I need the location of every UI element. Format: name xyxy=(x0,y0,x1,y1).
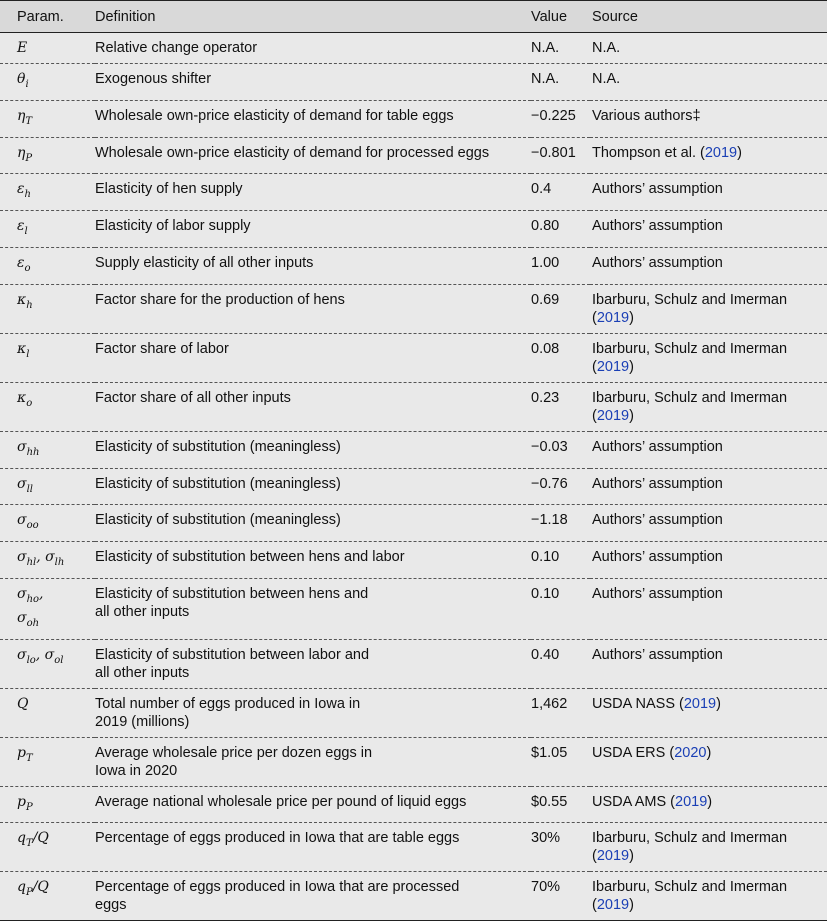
citation-link[interactable]: 2019 xyxy=(596,407,630,424)
cell-param xyxy=(0,382,95,431)
table-row xyxy=(0,786,827,823)
cell-value: −0.801 xyxy=(531,144,576,161)
cell-source xyxy=(590,284,827,333)
cell-source xyxy=(590,64,827,101)
cell-definition: Supply elasticity of all other inputs xyxy=(95,254,314,271)
cell-source xyxy=(590,737,827,786)
source-suffix: ) xyxy=(629,309,634,326)
param-symbol xyxy=(17,340,30,360)
cell-value: 0.10 xyxy=(531,549,560,566)
cell-definition: Average national wholesale price per pound of liquid eggs xyxy=(95,793,467,810)
symbol-subscript: l xyxy=(24,225,28,237)
symbol-base: E xyxy=(17,40,28,56)
source-text: Ibarburu, Schulz and Imerman ( xyxy=(592,879,788,914)
cell-definition: Elasticity of substitution between hens and all other inputs xyxy=(95,585,369,620)
header-definition: Definition xyxy=(95,8,156,25)
table-row xyxy=(0,639,827,688)
param-symbol xyxy=(17,71,29,90)
symbol-base: σ xyxy=(17,585,27,602)
cell-value: 70% xyxy=(531,879,561,896)
symbol-base: p xyxy=(17,793,26,810)
citation-link[interactable]: 2019 xyxy=(675,793,708,810)
symbol-base: p xyxy=(17,744,26,761)
citation-link[interactable]: 2019 xyxy=(683,695,717,712)
cell-value: $1.05 xyxy=(531,744,568,761)
param-symbol xyxy=(17,585,44,629)
param-symbol xyxy=(17,646,64,666)
param-symbol xyxy=(17,40,27,56)
symbol-base: q xyxy=(17,830,26,847)
symbol-base: σ xyxy=(17,438,27,455)
source-text: Authors’ assumption xyxy=(592,254,723,271)
header-source: Source xyxy=(592,8,638,25)
header-row xyxy=(0,1,827,33)
cell-source xyxy=(590,247,827,284)
cell-definition: Elasticity of labor supply xyxy=(95,218,251,235)
cell-param xyxy=(0,211,95,248)
cell-source xyxy=(590,872,827,921)
symbol-base: σ xyxy=(17,512,27,529)
source-suffix: ) xyxy=(737,144,742,161)
cell-definition: Elasticity of substitution between labor and all other inputs xyxy=(95,646,370,681)
source-suffix: ) xyxy=(707,793,713,810)
cell-source xyxy=(590,333,827,382)
cell-value: 0.23 xyxy=(531,389,560,406)
table-row xyxy=(0,505,827,542)
header-value: Value xyxy=(531,8,568,25)
cell-value: $0.55 xyxy=(531,793,568,810)
table-row xyxy=(0,137,827,174)
param-symbol xyxy=(17,879,49,899)
cell-param xyxy=(0,247,95,284)
table-row xyxy=(0,174,827,211)
citation-link[interactable]: 2019 xyxy=(596,848,630,865)
citation-link[interactable]: 2019 xyxy=(596,897,630,914)
cell-definition: Elasticity of hen supply xyxy=(95,181,243,198)
symbol-base: κ xyxy=(17,389,27,406)
table-row xyxy=(0,431,827,468)
source-text: Thompson et al. ( xyxy=(592,144,705,161)
symbol-base: ε xyxy=(17,254,25,271)
cell-definition: Wholesale own-price elasticity of demand for processed eggs xyxy=(95,144,490,161)
cell-param xyxy=(0,823,95,872)
param-symbol xyxy=(17,696,28,712)
source-text: Authors’ assumption xyxy=(592,512,723,529)
source-text: Authors’ assumption xyxy=(592,181,723,198)
symbol-base: σ xyxy=(17,475,27,492)
cell-param xyxy=(0,137,95,174)
cell-value: 30% xyxy=(531,830,561,847)
cell-value: 0.08 xyxy=(531,340,560,357)
table-row xyxy=(0,284,827,333)
table-row xyxy=(0,33,827,64)
cell-value: 0.69 xyxy=(531,291,560,308)
symbol-subscript: i xyxy=(25,78,29,90)
source-suffix: ) xyxy=(629,407,634,424)
table-row xyxy=(0,542,827,579)
param-symbol xyxy=(17,181,31,201)
table-row xyxy=(0,823,827,872)
cell-source xyxy=(590,542,827,579)
cell-source xyxy=(590,578,827,639)
table-row xyxy=(0,468,827,505)
cell-param xyxy=(0,688,95,737)
param-symbol xyxy=(17,218,28,237)
cell-param xyxy=(0,872,95,921)
symbol-base: κ xyxy=(17,291,27,308)
symbol-subscript: P xyxy=(25,152,33,164)
cell-value: 0.80 xyxy=(531,218,560,235)
source-suffix: ) xyxy=(629,848,634,865)
cell-param xyxy=(0,431,95,468)
cell-value: 0.40 xyxy=(531,646,560,663)
symbol-subscript: lo xyxy=(26,654,36,666)
symbol-subscript: o xyxy=(24,262,31,274)
table-row xyxy=(0,872,827,921)
source-text: USDA ERS ( xyxy=(592,744,675,761)
param-symbol xyxy=(17,475,33,495)
symbol-subscript: l xyxy=(26,348,30,360)
cell-param xyxy=(0,333,95,382)
symbol-base: θ xyxy=(17,71,26,87)
table-row xyxy=(0,64,827,101)
source-text: USDA NASS ( xyxy=(592,695,684,712)
source-suffix: ) xyxy=(706,744,712,761)
table-row xyxy=(0,578,827,639)
param-symbol xyxy=(17,144,33,164)
cell-value: N.A. xyxy=(531,40,560,56)
symbol-base: q xyxy=(17,879,26,896)
symbol-base: σ xyxy=(17,549,27,566)
param-symbol xyxy=(17,830,49,850)
source-text: Ibarburu, Schulz and Imerman ( xyxy=(592,389,788,424)
symbol-base-2: , σ xyxy=(17,585,44,626)
source-suffix: ) xyxy=(716,695,721,712)
cell-param xyxy=(0,468,95,505)
symbol-subscript: T xyxy=(25,838,33,850)
cell-value: −0.225 xyxy=(531,107,576,124)
cell-source xyxy=(590,639,827,688)
symbol-base: κ xyxy=(17,340,27,357)
symbol-subscript: hl xyxy=(26,556,37,568)
citation-link[interactable]: 2020 xyxy=(674,744,707,761)
cell-value: −1.18 xyxy=(531,512,568,529)
source-text: Ibarburu, Schulz and Imerman ( xyxy=(592,340,788,375)
symbol-subscript: ll xyxy=(26,483,33,495)
param-symbol xyxy=(17,438,40,458)
param-symbol xyxy=(17,512,39,532)
symbol-subscript-2: lh xyxy=(54,556,65,568)
cell-definition: Wholesale own-price elasticity of demand for table eggs xyxy=(95,107,454,124)
cell-source xyxy=(590,211,827,248)
cell-definition: Elasticity of substitution between hens and labor xyxy=(95,549,405,566)
cell-definition: Factor share for the production of hens xyxy=(95,291,345,308)
cell-definition: Elasticity of substitution (meaningless) xyxy=(95,512,341,529)
symbol-subscript-2: ol xyxy=(54,654,64,666)
source-text: Authors’ assumption xyxy=(592,475,723,492)
symbol-subscript: hh xyxy=(26,446,40,458)
cell-definition: Exogenous shifter xyxy=(95,71,212,87)
source-text: Authors’ assumption xyxy=(592,646,723,663)
cell-definition: Percentage of eggs produced in Iowa that are table eggs xyxy=(95,830,460,847)
cell-value: −0.03 xyxy=(531,438,568,455)
cell-definition: Average wholesale price per dozen eggs in Iowa in 2020 xyxy=(95,744,373,779)
symbol-base-2: /Q xyxy=(32,830,49,847)
cell-param xyxy=(0,100,95,137)
cell-param xyxy=(0,639,95,688)
symbol-subscript: ho xyxy=(26,593,40,605)
table-row xyxy=(0,382,827,431)
symbol-base-2: , σ xyxy=(35,646,55,663)
citation-link[interactable]: 2019 xyxy=(596,309,630,326)
cell-param xyxy=(0,174,95,211)
cell-param xyxy=(0,33,95,64)
param-symbol xyxy=(17,107,33,127)
cell-value: N.A. xyxy=(531,71,560,87)
symbol-base-2: /Q xyxy=(32,879,49,896)
symbol-base: η xyxy=(17,107,26,124)
source-suffix: ) xyxy=(629,897,634,914)
cell-source xyxy=(590,468,827,505)
source-text: N.A. xyxy=(592,71,621,87)
cell-definition: Total number of eggs produced in Iowa in 2019 (millions) xyxy=(95,695,361,730)
symbol-subscript: P xyxy=(25,801,33,813)
param-symbol xyxy=(17,291,33,311)
cell-source xyxy=(590,174,827,211)
table-row xyxy=(0,737,827,786)
symbol-subscript: h xyxy=(24,189,31,201)
cell-definition: Elasticity of substitution (meaningless) xyxy=(95,438,341,455)
cell-definition: Relative change operator xyxy=(95,40,258,56)
cell-param xyxy=(0,64,95,101)
cell-source xyxy=(590,688,827,737)
cell-value: 0.4 xyxy=(531,181,552,198)
symbol-subscript-2: oh xyxy=(26,617,40,629)
header-param: Param. xyxy=(17,8,64,25)
table-row xyxy=(0,333,827,382)
param-symbol xyxy=(17,793,33,813)
param-symbol xyxy=(17,389,33,409)
cell-param xyxy=(0,284,95,333)
symbol-subscript: P xyxy=(25,887,33,899)
symbol-base: σ xyxy=(17,646,27,663)
cell-source xyxy=(590,137,827,174)
cell-param xyxy=(0,578,95,639)
source-text: Ibarburu, Schulz and Imerman ( xyxy=(592,830,788,865)
table-row xyxy=(0,688,827,737)
source-text: Authors’ assumption xyxy=(592,585,723,602)
table-row xyxy=(0,100,827,137)
cell-value: −0.76 xyxy=(531,475,568,492)
param-symbol xyxy=(17,549,65,568)
cell-definition: Elasticity of substitution (meaningless) xyxy=(95,475,341,492)
table-row xyxy=(0,211,827,248)
cell-value: 1,462 xyxy=(531,695,568,712)
cell-source xyxy=(590,33,827,64)
symbol-base: Q xyxy=(17,695,29,712)
cell-value: 1.00 xyxy=(531,254,560,271)
source-text: Authors’ assumption xyxy=(592,218,723,235)
citation-link[interactable]: 2019 xyxy=(596,358,630,375)
table-body xyxy=(0,33,827,921)
symbol-subscript: o xyxy=(26,397,33,409)
cell-source xyxy=(590,823,827,872)
cell-definition: Percentage of eggs produced in Iowa that are processed eggs xyxy=(95,879,460,914)
source-text: USDA AMS ( xyxy=(592,793,675,810)
cell-value: 0.10 xyxy=(531,585,560,602)
citation-link[interactable]: 2019 xyxy=(704,144,738,161)
symbol-subscript: T xyxy=(25,115,33,127)
cell-param xyxy=(0,505,95,542)
symbol-subscript: oo xyxy=(26,520,39,532)
symbol-subscript: h xyxy=(26,299,33,311)
symbol-subscript: T xyxy=(25,752,33,764)
source-text: Authors’ assumption xyxy=(592,438,723,455)
cell-param xyxy=(0,542,95,579)
source-text: Ibarburu, Schulz and Imerman ( xyxy=(592,291,788,326)
cell-param xyxy=(0,786,95,823)
source-text: Various authors‡ xyxy=(592,107,701,124)
source-suffix: ) xyxy=(629,358,634,375)
source-text: N.A. xyxy=(592,40,621,56)
table-row xyxy=(0,247,827,284)
cell-definition: Factor share of all other inputs xyxy=(95,389,291,406)
symbol-base-2: , σ xyxy=(36,549,55,566)
source-text: Authors’ assumption xyxy=(592,549,723,566)
cell-source xyxy=(590,100,827,137)
param-symbol xyxy=(17,254,31,274)
cell-definition: Factor share of labor xyxy=(95,340,229,357)
symbol-base: η xyxy=(17,144,26,161)
cell-source xyxy=(590,382,827,431)
cell-source xyxy=(590,431,827,468)
cell-param xyxy=(0,737,95,786)
symbol-base: ε xyxy=(17,218,25,235)
param-symbol xyxy=(17,744,33,764)
cell-source xyxy=(590,505,827,542)
cell-source xyxy=(590,786,827,823)
symbol-base: ε xyxy=(17,181,25,198)
